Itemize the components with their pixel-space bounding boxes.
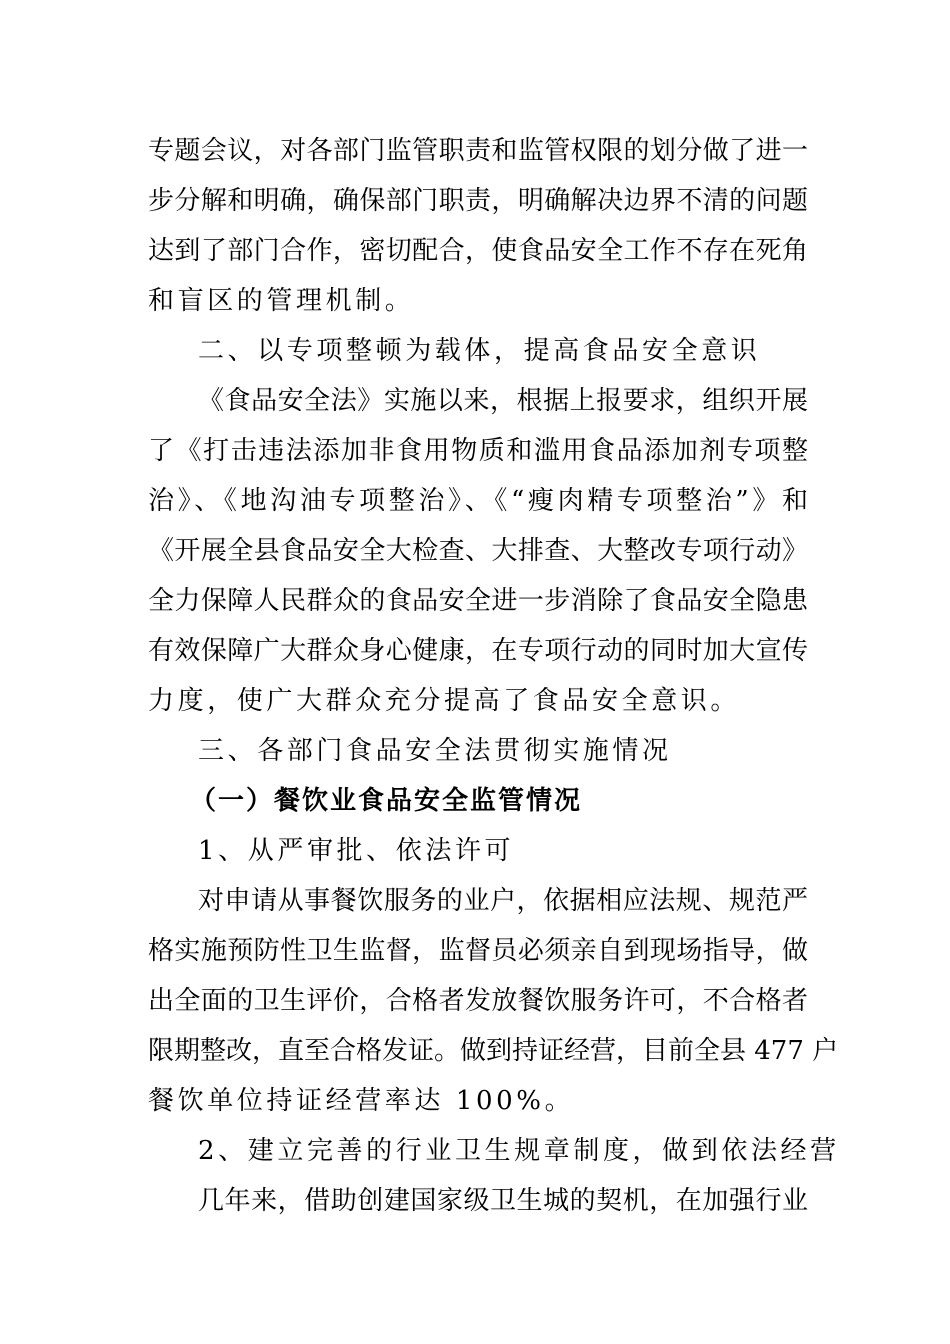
paragraph-line: 和盲区的管理机制。: [148, 286, 415, 316]
paragraph-line: 达到了部门合作，密切配合，使食品安全工作不存在死角: [148, 236, 808, 266]
paragraph-line: 全力保障人民群众的食品安全进一步消除了食品安全隐患: [148, 586, 808, 616]
paragraph-line: 几年来，借助创建国家级卫生城的契机，在加强行业: [198, 1186, 808, 1216]
paragraph-line: 格实施预防性卫生监督，监督员必须亲自到现场指导，做: [148, 936, 808, 966]
paragraph-line: 餐饮单位持证经营率达 100%。: [148, 1086, 575, 1116]
paragraph-line: 专题会议，对各部门监管职责和监管权限的划分做了进一: [148, 136, 808, 166]
paragraph-line: 限期整改，直至合格发证。做到持证经营，目前全县 477 户: [148, 1036, 839, 1066]
subsection-heading: （一）餐饮业食品安全监管情况: [190, 786, 583, 816]
paragraph-line: 《食品安全法》实施以来，根据上报要求，组织开展: [198, 386, 808, 416]
paragraph-line: 出全面的卫生评价，合格者发放餐饮服务许可，不合格者: [148, 986, 808, 1016]
section-heading: 二、以专项整顿为载体，提高食品安全意识: [198, 336, 761, 366]
paragraph-line: 了《打击违法添加非食用物质和滥用食品添加剂专项整: [148, 436, 808, 466]
paragraph-line: 有效保障广大群众身心健康，在专项行动的同时加大宣传: [148, 636, 808, 666]
paragraph-line: 对申请从事餐饮服务的业户，依据相应法规、规范严: [198, 886, 808, 916]
paragraph-line: 步分解和明确，确保部门职责，明确解决边界不清的问题: [148, 186, 808, 216]
section-heading: 三、各部门食品安全法贯彻实施情况: [198, 736, 672, 766]
item-heading: 2、建立完善的行业卫生规章制度，做到依法经营: [198, 1136, 840, 1166]
paragraph-line: 力度，使广大群众充分提高了食品安全意识。: [148, 686, 741, 716]
item-heading: 1、从严审批、依法许可: [198, 836, 515, 866]
paragraph-line: 《开展全县食品安全大检查、大排查、大整改专项行动》: [148, 536, 808, 566]
paragraph-line: 治》、《地沟油专项整治》、《“瘦肉精专项整治”》和: [148, 486, 808, 516]
